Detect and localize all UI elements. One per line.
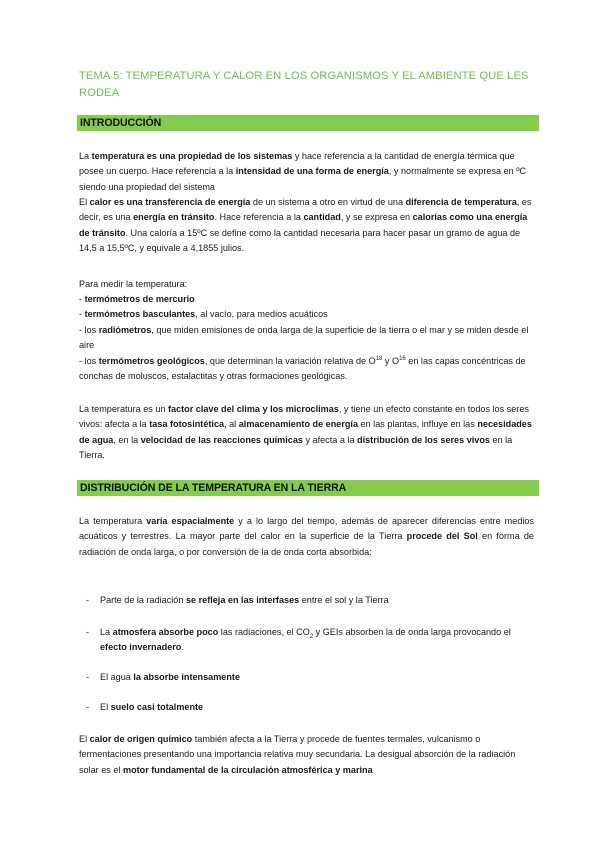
intro-paragraph-calor: El calor es una transferencia de energía de un sistema a otro en virtud de una diferencia de temperatura, es decir, es una energía en tránsito. Hace referencia a la cantidad, y se expresa en calorías como una energía de tránsito. Una caloría a 15ºC se define como la cantidad necesaria para hacer pasar un gramo de agua de 14,5 a 15,5ºC, y equivale a 4,1855 julios. — [79, 197, 532, 254]
document-page: TEMA 5: TEMPERATURA Y CALOR EN LOS ORGANISMOS Y EL AMBIENTE QUE LES RODEA INTRODUCCIÓN La temperatura es una propiedad de los sistemas y hace referencia a la cantidad de energía térmica que posee un cuerpo. Hace referencia a la intensidad de una forma de energía, y normalmente se expresa en ºC siendo una propiedad del sistema El calor es una transferencia de energía de un sistema a otro en virtud de una diferencia de temperatura, es decir, es una energía en tránsito. Hace referencia a la cantidad, y se expresa en calorías como una energía de tránsito. Una caloría a 15ºC se define como la cantidad necesaria para hacer pasar un gramo de agua de 14,5 a 15,5ºC, y equivale a 4,1855 julios. Para medir la temperatura: - termómetros de mercurio - termómetros basculantes, al vacío, para medios acuáticos - los radiómetros, que miden emisiones de onda larga de la superficie de la tierra o el mar y se miden desde el aire - los termómetros geológicos, que determinan la variación relativa de $O^{18}$ y $O^{16}$ en las capas concéntricas de conchas de moluscos, estalactitas y otras formaciones geológicas. La temperatura es un factor clave del clima y los microclimas, y tiene un efecto constante en todos los seres vivos: afecta a la tasa fotosintética, al almacenamiento de energía en las plantas, influye en las necesidades de agua, en la velocidad de las reacciones químicas y afecta a la distribución de los seres vivos en la Tierra. DISTRIBUCIÓN DE LA TEMPERATURA EN LA TIERRA La temperatura varía espacialmente y a lo largo del tiempo, además de aparecer diferencias entre medios acuáticos y terrestres. La mayor parte del calor en la superficie de la Tierra procede del Sol en forma de radiación de onda larga, o por conversión de la de onda corta absorbida: - Parte de la radiación se refleja en las interfases entre el sol y la Tierra - La atmosfera absorbe poco las radiaciones, el $CO_2$ y GEIs absorben la de onda larga provocando el efecto invernadero. - El agua la absorbe intensamente - El suelo casi totalmente El calor de origen químico también afecta a la Tierra y procede de fuentes termales, vulcanismo o fermentaciones presentando una importancia relativa muy secundaria. La desigual absorción de la radiación solar es el motor fundamental de la circulación atmosférica y marina — [0, 0, 600, 848]
measure-intro: Para medir la temperatura: — [79, 279, 188, 289]
page-title: TEMA 5: TEMPERATURA Y CALOR EN LOS ORGANISMOS Y EL AMBIENTE QUE LES RODEA — [79, 70, 529, 99]
measure-item-radiometros: - los radiómetros, que miden emisiones de onda larga de la superficie de la tierra o el mar y se miden desde el aire — [79, 325, 529, 351]
measure-item-geologicos: - los termómetros geológicos, que determinan la variación relativa de $O^{18}$ y $O^{16}$ en las capas concéntricas de conchas de moluscos, estalactitas y otras formaciones geológicas. — [79, 355, 526, 382]
bullet-dash: - — [86, 672, 90, 682]
dist-paragraph-calor-quimico: El calor de origen químico también afecta a la Tierra y procede de fuentes termales, vulcanismo o fermentaciones presentando una importancia relativa muy secundaria. La desigual absorción de la radiación solar es el motor fundamental de la circulación atmosférica y marina — [79, 734, 516, 775]
bullet-dash: - — [86, 595, 90, 605]
measure-item-mercurio: - termómetros de mercurio — [79, 294, 195, 304]
section-heading-introduccion: INTRODUCCIÓN — [77, 115, 539, 131]
bullet-dash: - — [86, 702, 90, 712]
measure-item-basculantes: - termómetros basculantes, al vacío, para medios acuáticos — [79, 309, 328, 319]
intro-paragraph-temperatura: La temperatura es una propiedad de los sistemas y hace referencia a la cantidad de energía térmica que posee un cuerpo. Hace referencia a la intensidad de una forma de energía, y normalmente se expresa en ºC siendo una propiedad del sistema — [79, 151, 527, 192]
bullet-dash: - — [86, 627, 90, 637]
intro-paragraph-factor-clave: La temperatura es un factor clave del clima y los microclimas, y tiene un efecto constante en todos los seres vivos: afecta a la tasa fotosintética, al almacenamiento de energía en las plantas, influye en las necesidades de agua, en la velocidad de las reacciones químicas y afecta a la distribución de los seres vivos en la Tierra. — [79, 404, 532, 461]
dist-paragraph-temperatura: La temperatura varía espacialmente y a lo largo del tiempo, además de aparecer diferencias entre medios acuáticos y terrestres. La mayor parte del calor en la superficie de la Tierra procede del Sol en forma de radiación de onda larga, o por conversión de la de onda corta absorbida: — [79, 516, 534, 557]
section-heading-distribucion: DISTRIBUCIÓN DE LA TEMPERATURA EN LA TIERRA — [77, 480, 539, 496]
